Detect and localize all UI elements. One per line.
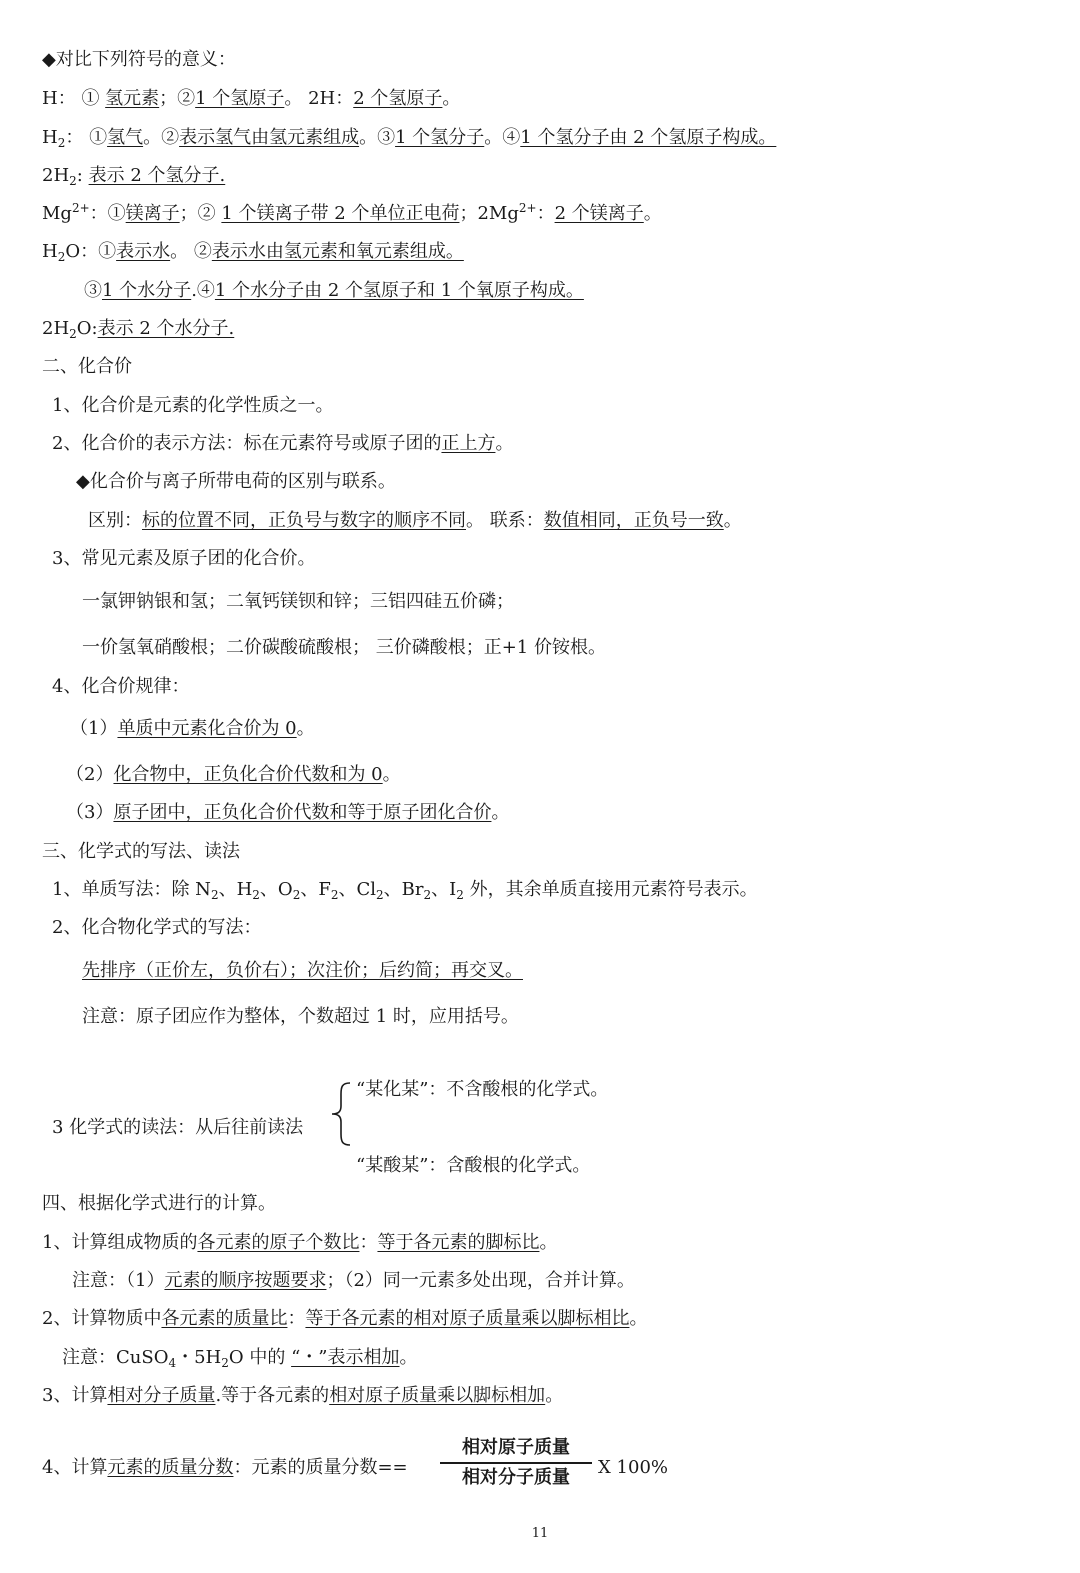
text: 1、计算组成物质的 (42, 1232, 198, 1253)
text: O：① (65, 241, 117, 262)
underlined-answer: 表示水由氢元素和氧元素组成。 (211, 241, 464, 262)
calc-point-1 (42, 1231, 557, 1255)
text: .④ (191, 280, 215, 301)
subscript: 2 (69, 327, 77, 341)
text: 。 (545, 1385, 564, 1406)
underlined-answer: 元素的顺序按题要求 (164, 1270, 327, 1291)
subscript: 2 (221, 1356, 229, 1370)
text: 、Cl (338, 879, 376, 900)
text: 。 (643, 203, 662, 224)
valence-rule-3 (66, 801, 509, 825)
text: 注意：（1） (72, 1270, 165, 1291)
formula-reading-a: “某化某”：不含酸根的化学式。 (356, 1079, 609, 1100)
underlined-answer: 1 个氢分子 (395, 127, 485, 148)
text: 、I (431, 879, 457, 900)
subscript: 2 (57, 250, 66, 264)
text: ① (83, 127, 108, 148)
underlined-answer: 相对分子质量 (107, 1385, 216, 1406)
underlined-answer: 各元素的原子个数比 (197, 1232, 360, 1253)
line-h2o-cont (84, 279, 584, 303)
text: ；（2）同一元素多处出现，合并计算。 (326, 1270, 635, 1291)
text: 。 (629, 1308, 648, 1329)
text: 。 ② (170, 241, 212, 262)
section-heading-symbols: ◆对比下列符号的意义： (42, 49, 236, 70)
valence-ion-heading: ◆化合价与离子所带电荷的区别与联系。 (76, 471, 396, 492)
text: ： (359, 1232, 378, 1253)
text: 。③ (359, 127, 396, 148)
mass-fraction-formula (440, 1436, 592, 1490)
text: 。 2H： (284, 88, 354, 109)
text: ： (65, 127, 84, 148)
subscript: 2 (69, 174, 77, 188)
subscript: 2 (423, 888, 432, 902)
valence-difference (88, 509, 742, 533)
text: 注意：CuSO (62, 1347, 169, 1368)
text: （2） (66, 764, 114, 785)
subscript: 2 (456, 888, 464, 902)
text: 。 (296, 718, 315, 739)
valence-point-1: 1、化合价是元素的化学性质之一。 (52, 395, 334, 416)
text: 。 联系： (466, 510, 544, 531)
underlined-answer: 2 个氢原子 (353, 88, 443, 109)
times-percent: X 100% (598, 1457, 668, 1478)
symbol-label: H： (42, 88, 76, 109)
text: O 中的 (228, 1347, 292, 1368)
underlined-answer: 单质中元素化合价为 0 (117, 718, 297, 739)
underlined-answer: 正上方 (441, 433, 496, 454)
text: 。 (442, 88, 461, 109)
brace-icon (330, 1082, 352, 1146)
formula-point-1 (52, 878, 758, 902)
symbol-label: H (42, 241, 58, 262)
text: 。 (723, 510, 742, 531)
underlined-answer: 1 个水分子由 2 个氢原子和 1 个氧原子构成。 (214, 280, 584, 301)
text: .等于各元素的 (215, 1385, 330, 1406)
text: 。 (382, 764, 401, 785)
line-mg (42, 202, 662, 226)
text: 、F (300, 879, 331, 900)
underlined-answer: 相对原子质量乘以脚标相加 (329, 1385, 546, 1406)
calc-point-3 (42, 1384, 563, 1408)
valence-rhyme-1: 一氯钾钠银和氢；二氧钙镁钡和锌；三铝四硅五价磷； (82, 591, 514, 612)
text: ・5H (176, 1347, 222, 1368)
superscript: 2+ (518, 201, 537, 215)
symbol-label: H (42, 127, 58, 148)
line-h2o (42, 240, 464, 264)
text: ；② (159, 88, 196, 109)
valence-point-4: 4、化合价规律： (52, 676, 190, 697)
text: 。 (495, 433, 514, 454)
underlined-answer: “・”表示相加 (291, 1347, 400, 1368)
symbol-label: 2H (42, 318, 70, 339)
underlined-answer: 等于各元素的相对原子质量乘以脚标相比 (305, 1308, 630, 1329)
subscript: 2 (376, 888, 384, 902)
valence-rhyme-2: 一价氢氧硝酸根；二价碳酸硫酸根； 三价磷酸根；正+1 价铵根。 (82, 637, 606, 658)
formula-reading-b: “某酸某”：含酸根的化学式。 (356, 1155, 591, 1176)
formula-reading-label: 3 化学式的读法：从后往前读法 (52, 1117, 304, 1138)
symbol-label: 2H (42, 165, 70, 186)
text: 、O (259, 879, 293, 900)
valence-point-3: 3、常见元素及原子团的化合价。 (52, 548, 316, 569)
valence-rule-1 (70, 717, 315, 741)
underlined-answer: 镁离子 (125, 203, 180, 224)
text: 区别： (88, 510, 142, 531)
subscript: 4 (168, 1356, 177, 1370)
text: 2、化合价的表示方法：标在元素符号或原子团的 (52, 433, 442, 454)
page-number: 11 (531, 1526, 549, 1541)
underlined-answer: 1 个氢原子 (195, 88, 285, 109)
underlined-answer: 数值相同，正负号一致 (543, 510, 724, 531)
text: 2、计算物质中 (42, 1308, 162, 1329)
text: ③ (84, 280, 102, 301)
text: O: (76, 318, 98, 339)
text: （1） (70, 718, 118, 739)
text: 、Br (383, 879, 424, 900)
formula-point-2: 2、化合物化学式的写法： (52, 917, 262, 938)
underlined-answer: 化合物中，正负化合价代数和为 0 (113, 764, 383, 785)
text: 1、单质写法：除 N (52, 879, 211, 900)
text: 。② (143, 127, 180, 148)
text: 。④ (484, 127, 521, 148)
text: 外，其余单质直接用元素符号表示。 (463, 879, 758, 900)
underlined-answer: 表示氢气由氢元素组成 (179, 127, 360, 148)
line-h (42, 87, 460, 111)
subscript: 2 (330, 888, 339, 902)
underlined-answer: 氢气 (107, 127, 144, 148)
text: 。 (491, 802, 510, 823)
fraction-numerator: 相对原子质量 (440, 1436, 592, 1464)
underlined-answer: 1 个镁离子带 2 个单位正电荷 (221, 203, 460, 224)
underlined-answer: 1 个水分子 (102, 280, 192, 301)
subscript: 2 (210, 888, 219, 902)
section-heading-valence: 二、化合价 (42, 356, 132, 377)
text: ① (81, 88, 100, 109)
calc-point-2 (42, 1307, 647, 1331)
subscript: 2 (252, 888, 260, 902)
calc-note-1 (72, 1269, 635, 1293)
line-2h2 (42, 164, 225, 188)
line-2h2o (42, 317, 234, 341)
subscript: 2 (292, 888, 301, 902)
text: ；② (179, 203, 222, 224)
calc-note-2 (62, 1346, 418, 1370)
underlined-answer: 先排序（正价左，负价右）；次注价；后约简；再交叉。 (82, 960, 523, 981)
text: （3） (66, 802, 114, 823)
underlined-answer: 元素的质量分数 (107, 1457, 234, 1478)
text: 3、计算 (42, 1385, 108, 1406)
underlined-answer: 表示 2 个水分子. (97, 318, 235, 339)
symbol-label: Mg (42, 203, 72, 224)
underlined-answer: 原子团中，正负化合价代数和等于原子团化合价 (113, 802, 492, 823)
text: ：① (89, 203, 126, 224)
text: 、H (218, 879, 253, 900)
formula-rule (82, 959, 523, 983)
fraction-denominator: 相对分子质量 (462, 1467, 570, 1488)
text: 。 (399, 1347, 418, 1368)
formula-note: 注意：原子团应作为整体，个数超过 1 时，应用括号。 (82, 1006, 519, 1027)
underlined-answer: 表示水 (116, 241, 171, 262)
text: ： (536, 203, 555, 224)
text: 。 (539, 1232, 558, 1253)
section-heading-calculation: 四、根据化学式进行的计算。 (42, 1193, 276, 1214)
underlined-answer: 各元素的质量比 (161, 1308, 288, 1329)
underlined-answer: 1 个氢分子由 2 个氢原子构成。 (520, 127, 777, 148)
superscript: 2+ (71, 201, 90, 215)
line-h2 (42, 126, 776, 150)
text: ；2Mg (459, 203, 519, 224)
valence-rule-2 (66, 763, 401, 787)
subscript: 2 (57, 136, 66, 150)
text: ：元素的质量分数== (233, 1457, 408, 1478)
underlined-answer: 等于各元素的脚标比 (377, 1232, 540, 1253)
text: : (76, 165, 89, 186)
valence-point-2 (52, 432, 513, 456)
underlined-answer: 氢元素 (105, 88, 160, 109)
underlined-answer: 标的位置不同，正负号与数字的顺序不同 (142, 510, 466, 531)
section-heading-formula: 三、化学式的写法、读法 (42, 841, 240, 862)
text: 4、计算 (42, 1457, 108, 1478)
calc-point-4 (42, 1456, 408, 1480)
underlined-answer: 表示 2 个氢分子. (88, 165, 226, 186)
text: ： (287, 1308, 306, 1329)
underlined-answer: 2 个镁离子 (554, 203, 644, 224)
